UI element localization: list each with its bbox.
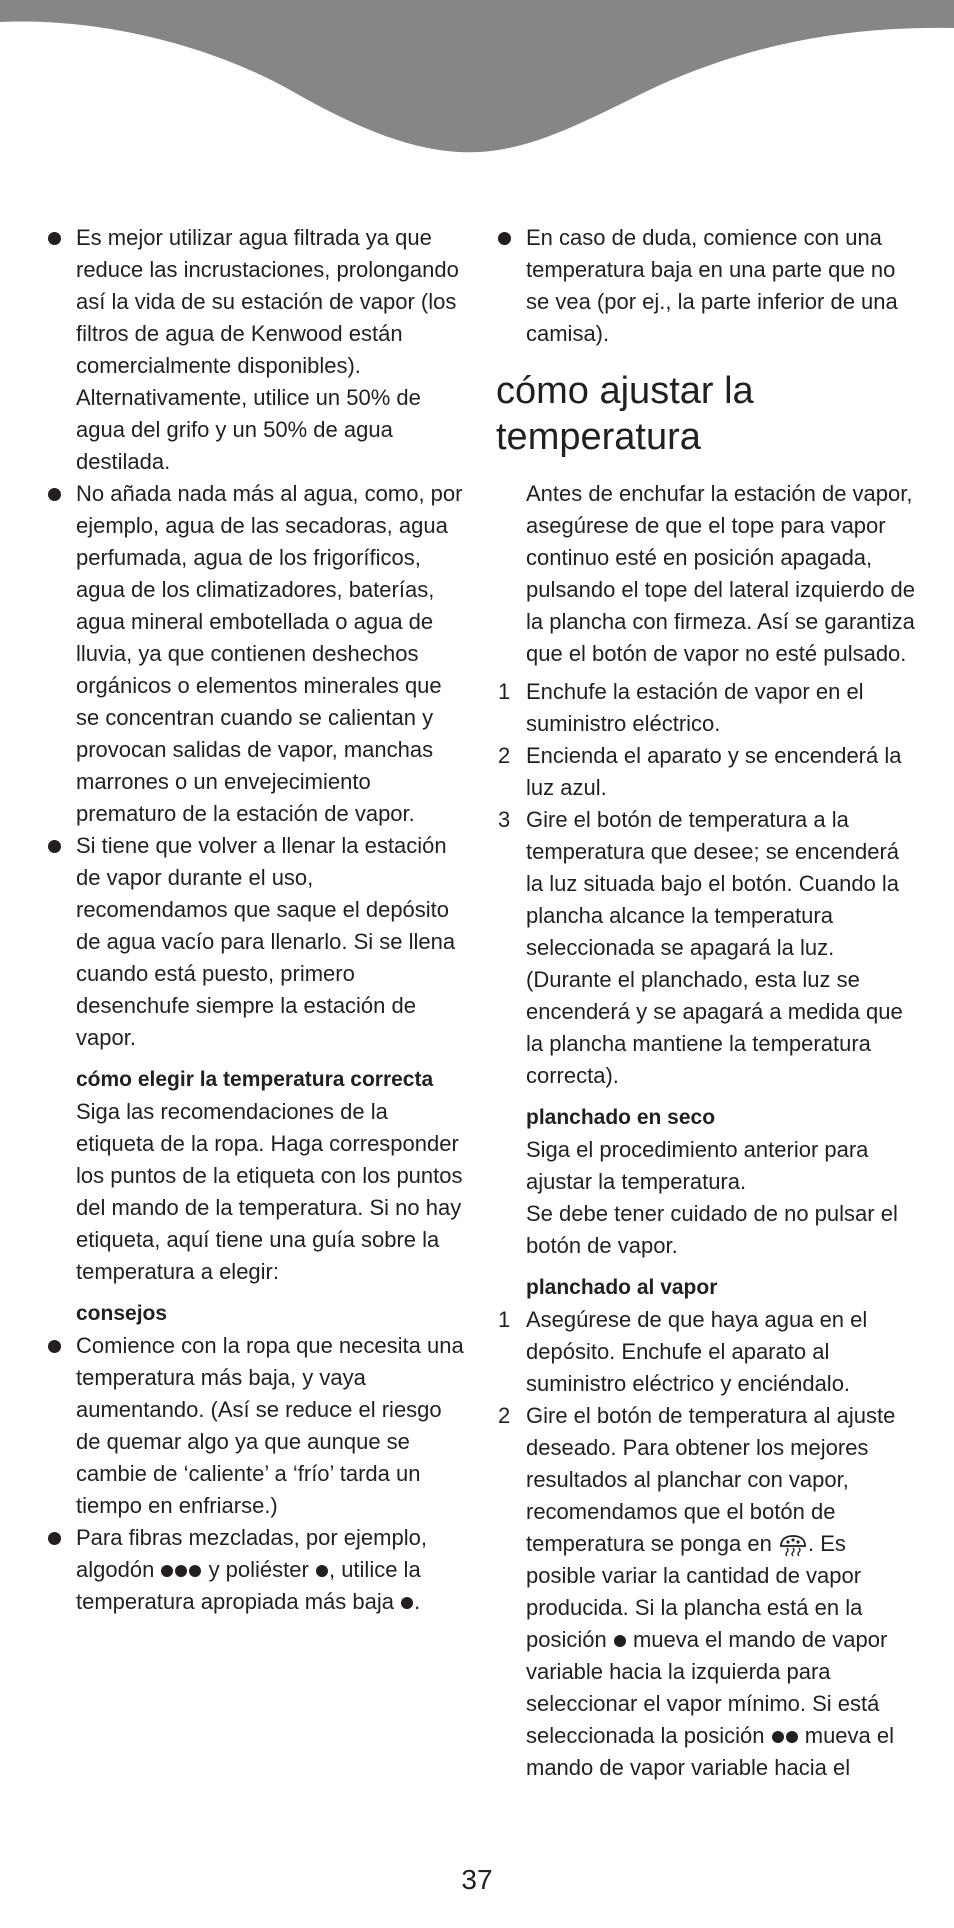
list-item: 2 Gire el botón de temperatura al ajuste deseado. Para obtener los mejores resultados al planchar con vapor, recomendamos que el botón de temperatura se ponga en . Es posible variar la cantidad de vapor producida. Si la plancha está en la posición mueva el mando de vapor variable hacia la izquierda para seleccionar el vapor mínimo. Si está seleccionada la posición mueva el mando de vapor variable hacia el [498,1403,896,1780]
dot-icon [786,1731,798,1743]
bullet-icon [48,488,61,501]
dry-text: Siga el procedimiento anterior para ajustar la temperatura. [526,1137,869,1194]
temp-heading: cómo elegir la temperatura correcta [76,1068,434,1091]
bullet-icon [498,232,511,245]
list-item: 1 Asegúrese de que haya agua en el depósito. Enchufe el aparato al suministro eléctrico y enciéndalo. [498,1307,868,1396]
page-number: 37 [461,1864,493,1895]
list-item: 1 Enchufe la estación de vapor en el suministro eléctrico. [498,679,864,736]
dry-heading: planchado en seco [526,1106,716,1129]
temp-text: Siga las recomendaciones de la etiqueta de la ropa. Haga corresponder los puntos de la etiqueta con los puntos del mando de la temperatura. Si no hay etiqueta, aquí tiene una guía sobre la temperatura a elegir: [76,1099,463,1284]
list-item: Si tiene que volver a llenar la estación de vapor durante el uso, recomendamos que saque el depósito de agua vacío para llenarlo. Si se llena cuando está puesto, primero desenchufe siempre la estación de vapor. [46,830,466,1054]
bullet-icon [48,232,61,245]
bullet-icon [48,1532,61,1545]
steam-heading: planchado al vapor [526,1276,718,1299]
dry-text: Se debe tener cuidado de no pulsar el botón de vapor. [526,1201,898,1258]
list-item: Comience con la ropa que necesita una temperatura más baja, y vaya aumentando. (Así se reduce el riesgo de quemar algo ya que aunque se cambie de ‘caliente’ a ‘frío’ tarda un tiempo en enfriarse.) [46,1330,466,1522]
dot-icon [316,1565,328,1577]
dot-icon [772,1731,784,1743]
left-column [46,222,466,1618]
list-item: 2 Encienda el aparato y se encenderá la luz azul. [498,743,902,800]
bullet-icon [48,1340,61,1353]
list-item: Para fibras mezcladas, por ejemplo, algodón y poliéster , utilice la temperatura apropiada más baja . [46,1522,466,1618]
right-column [496,222,916,1784]
dot-icon [189,1565,201,1577]
steam-setting-icon [778,1533,808,1557]
tips-heading: consejos [76,1302,168,1325]
list-item: No añada nada más al agua, como, por ejemplo, agua de las secadoras, agua perfumada, agua de los frigoríficos, agua de los climatizadores, baterías, agua mineral embotellada o agua de lluvia, ya que contienen deshechos orgánicos o elementos minerales que se concentran cuando se calientan y provocan salidas de vapor, manchas marrones o un envejecimiento prematuro de la estación de vapor. [46,478,466,830]
list-item: 3 Gire el botón de temperatura a la temperatura que desee; se encenderá la luz situada bajo el botón. Cuando la plancha alcance la temperatura seleccionada se apagará la luz. (Durante el planchado, esta luz se encenderá y se apagará a medida que la plancha mantiene la temperatura correcta). [498,807,903,1088]
dot-icon [175,1565,187,1577]
list-item: Es mejor utilizar agua filtrada ya que reduce las incrustaciones, prolongando así la vida de su estación de vapor (los filtros de agua de Kenwood están comercialmente disponibles). Alternativamente, utilice un 50% de agua del grifo y un 50% de agua destilada. [46,222,466,478]
dot-icon [401,1597,413,1609]
header-wave [0,0,954,160]
section-title: cómo ajustar la temperatura [496,370,754,458]
dot-icon [161,1565,173,1577]
dot-icon [614,1635,626,1647]
bullet-icon [48,840,61,853]
list-item: En caso de duda, comience con una temperatura baja en una parte que no se vea (por ej., la parte inferior de una camisa). [496,222,916,350]
intro-text: Antes de enchufar la estación de vapor, asegúrese de que el tope para vapor continuo esté en posición apagada, pulsando el tope del lateral izquierdo de la plancha con firmeza. Así se garantiza que el botón de vapor no esté pulsado. [526,481,915,666]
